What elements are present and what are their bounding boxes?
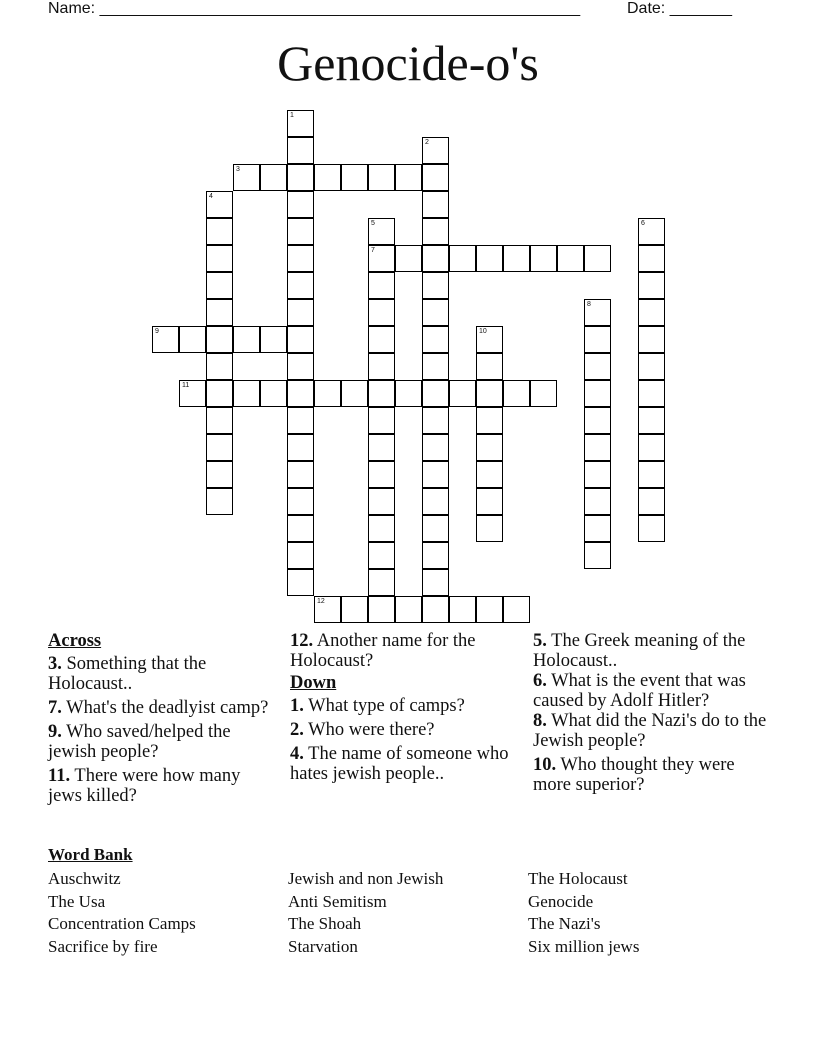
grid-cell[interactable] xyxy=(260,326,287,353)
word-bank-item: The Shoah xyxy=(288,914,362,934)
grid-cell[interactable] xyxy=(206,326,233,353)
grid-cell[interactable] xyxy=(368,272,395,299)
grid-cell[interactable] xyxy=(503,380,530,407)
grid-cell[interactable] xyxy=(638,272,665,299)
clue-across-7: 7. What's the deadlyist camp? xyxy=(48,698,269,718)
grid-cell[interactable] xyxy=(287,245,314,272)
grid-cell[interactable] xyxy=(260,380,287,407)
word-bank-item: The Usa xyxy=(48,891,106,911)
grid-cell[interactable] xyxy=(287,542,314,569)
clue-number: 8 xyxy=(587,301,591,308)
grid-cell[interactable] xyxy=(206,461,233,488)
word-bank-item: The Nazi's xyxy=(528,914,601,934)
grid-cell[interactable] xyxy=(287,407,314,434)
word-bank-item: Anti Semitism xyxy=(288,891,387,911)
grid-cell[interactable] xyxy=(503,596,530,623)
grid-cell[interactable] xyxy=(287,137,314,164)
grid-cell[interactable] xyxy=(233,380,260,407)
grid-cell[interactable] xyxy=(368,299,395,326)
grid-cell[interactable] xyxy=(476,488,503,515)
word-bank-item: Sacrifice by fire xyxy=(48,936,158,956)
grid-cell[interactable] xyxy=(287,569,314,596)
grid-cell[interactable] xyxy=(638,434,665,461)
grid-cell[interactable] xyxy=(638,488,665,515)
grid-cell[interactable] xyxy=(287,191,314,218)
grid-cell[interactable] xyxy=(314,380,341,407)
grid-cell[interactable] xyxy=(422,542,449,569)
grid-cell[interactable] xyxy=(584,380,611,407)
across-heading: Across xyxy=(48,631,102,651)
clue-down-1: 1. What type of camps? xyxy=(290,696,465,716)
grid-cell[interactable] xyxy=(557,245,584,272)
grid-cell[interactable] xyxy=(584,542,611,569)
grid-cell[interactable] xyxy=(584,353,611,380)
grid-cell[interactable] xyxy=(584,299,611,326)
grid-cell[interactable] xyxy=(287,110,314,137)
grid-cell[interactable] xyxy=(530,380,557,407)
clue-number: 7 xyxy=(371,247,375,254)
grid-cell[interactable] xyxy=(206,218,233,245)
word-bank-item: Jewish and non Jewish xyxy=(288,869,444,888)
grid-cell[interactable] xyxy=(206,299,233,326)
grid-cell[interactable] xyxy=(314,596,341,623)
word-bank-column-3 xyxy=(528,868,639,958)
grid-cell[interactable] xyxy=(368,245,395,272)
clue-number: 12 xyxy=(317,598,325,605)
grid-cell[interactable] xyxy=(422,569,449,596)
clue-across-9: 9. Who saved/helped the jewish people? xyxy=(48,722,231,762)
grid-cell[interactable] xyxy=(584,461,611,488)
clue-down-10: 10. Who thought they were more superior? xyxy=(533,755,735,795)
grid-cell[interactable] xyxy=(530,245,557,272)
grid-cell[interactable] xyxy=(422,272,449,299)
clues-column-2 xyxy=(290,631,515,788)
grid-cell[interactable] xyxy=(368,326,395,353)
grid-cell[interactable] xyxy=(287,488,314,515)
grid-cell[interactable] xyxy=(638,380,665,407)
grid-cell[interactable] xyxy=(395,596,422,623)
grid-cell[interactable] xyxy=(206,380,233,407)
grid-cell[interactable] xyxy=(476,245,503,272)
grid-cell[interactable] xyxy=(395,245,422,272)
grid-cell[interactable] xyxy=(584,434,611,461)
grid-cell[interactable] xyxy=(314,164,341,191)
grid-cell[interactable] xyxy=(395,380,422,407)
grid-cell[interactable] xyxy=(287,515,314,542)
grid-cell[interactable] xyxy=(287,461,314,488)
grid-cell[interactable] xyxy=(368,218,395,245)
grid-cell[interactable] xyxy=(476,461,503,488)
clue-across-12: 12. Another name for the Holocaust? xyxy=(290,631,476,671)
clue-number: 4 xyxy=(209,193,213,200)
grid-cell[interactable] xyxy=(476,596,503,623)
grid-cell[interactable] xyxy=(395,164,422,191)
word-bank-item: Starvation xyxy=(288,936,358,956)
clue-down-6: 6. What is the event that was caused by Adolf Hitler? xyxy=(533,671,746,711)
grid-cell[interactable] xyxy=(422,434,449,461)
grid-cell[interactable] xyxy=(206,191,233,218)
grid-cell[interactable] xyxy=(422,461,449,488)
grid-cell[interactable] xyxy=(638,461,665,488)
grid-cell[interactable] xyxy=(152,326,179,353)
word-bank-item: The Holocaust xyxy=(528,869,628,888)
grid-cell[interactable] xyxy=(638,245,665,272)
grid-cell[interactable] xyxy=(368,569,395,596)
grid-cell[interactable] xyxy=(449,245,476,272)
word-bank-item: Auschwitz xyxy=(48,869,121,888)
grid-cell[interactable] xyxy=(368,542,395,569)
grid-cell[interactable] xyxy=(422,596,449,623)
grid-cell[interactable] xyxy=(638,515,665,542)
clue-down-2: 2. Who were there? xyxy=(290,720,435,740)
grid-cell[interactable] xyxy=(179,380,206,407)
grid-cell[interactable] xyxy=(233,164,260,191)
word-bank-item: Concentration Camps xyxy=(48,914,196,934)
grid-cell[interactable] xyxy=(287,299,314,326)
grid-cell[interactable] xyxy=(422,380,449,407)
grid-cell[interactable] xyxy=(368,380,395,407)
grid-cell[interactable] xyxy=(287,326,314,353)
grid-cell[interactable] xyxy=(422,488,449,515)
grid-cell[interactable] xyxy=(206,272,233,299)
grid-cell[interactable] xyxy=(476,515,503,542)
grid-cell[interactable] xyxy=(287,272,314,299)
grid-cell[interactable] xyxy=(422,245,449,272)
clue-number: 2 xyxy=(425,139,429,146)
puzzle-title: Genocide-o's xyxy=(277,35,539,91)
word-bank-column-2 xyxy=(288,868,443,958)
grid-cell[interactable] xyxy=(584,407,611,434)
word-bank-heading: Word Bank xyxy=(48,845,133,864)
grid-cell[interactable] xyxy=(422,137,449,164)
word-bank-item: Genocide xyxy=(528,891,594,911)
grid-cell[interactable] xyxy=(341,380,368,407)
grid-cell[interactable] xyxy=(206,407,233,434)
grid-cell[interactable] xyxy=(368,515,395,542)
word-bank-column-1 xyxy=(48,868,196,958)
clue-number: 9 xyxy=(155,328,159,335)
grid-cell[interactable] xyxy=(449,596,476,623)
grid-cell[interactable] xyxy=(422,164,449,191)
grid-cell[interactable] xyxy=(368,596,395,623)
grid-cell[interactable] xyxy=(476,380,503,407)
grid-cell[interactable] xyxy=(422,407,449,434)
grid-cell[interactable] xyxy=(368,488,395,515)
clue-down-5: 5. The Greek meaning of the Holocaust.. xyxy=(533,631,746,671)
clue-number: 6 xyxy=(641,220,645,227)
grid-cell[interactable] xyxy=(287,218,314,245)
grid-cell[interactable] xyxy=(260,164,287,191)
grid-cell[interactable] xyxy=(206,353,233,380)
grid-cell[interactable] xyxy=(368,434,395,461)
grid-cell[interactable] xyxy=(638,299,665,326)
clue-across-11: 11. There were how many jews killed? xyxy=(48,766,241,806)
clue-number: 1 xyxy=(290,112,294,119)
grid-cell[interactable] xyxy=(287,434,314,461)
clue-number: 11 xyxy=(182,382,190,389)
grid-cell[interactable] xyxy=(638,218,665,245)
grid-cell[interactable] xyxy=(584,326,611,353)
clues-column-1 xyxy=(48,631,273,810)
grid-cell[interactable] xyxy=(206,245,233,272)
grid-cell[interactable] xyxy=(422,515,449,542)
grid-cell[interactable] xyxy=(287,353,314,380)
clue-number: 3 xyxy=(236,166,240,173)
grid-cell[interactable] xyxy=(476,326,503,353)
grid-cell[interactable] xyxy=(476,407,503,434)
grid-cell[interactable] xyxy=(422,326,449,353)
grid-cell[interactable] xyxy=(422,299,449,326)
grid-cell[interactable] xyxy=(422,191,449,218)
grid-cell[interactable] xyxy=(368,164,395,191)
grid-cell[interactable] xyxy=(584,245,611,272)
grid-cell[interactable] xyxy=(638,353,665,380)
grid-cell[interactable] xyxy=(584,515,611,542)
grid-cell[interactable] xyxy=(206,488,233,515)
clue-number: 10 xyxy=(479,328,487,335)
grid-cell[interactable] xyxy=(476,353,503,380)
clues-column-3 xyxy=(533,631,773,799)
grid-cell[interactable] xyxy=(503,245,530,272)
grid-cell[interactable] xyxy=(422,218,449,245)
grid-cell[interactable] xyxy=(584,488,611,515)
grid-cell[interactable] xyxy=(233,326,260,353)
grid-cell[interactable] xyxy=(341,596,368,623)
word-bank-item: Six million jews xyxy=(528,936,640,956)
grid-cell[interactable] xyxy=(206,434,233,461)
grid-cell[interactable] xyxy=(638,326,665,353)
grid-cell[interactable] xyxy=(368,353,395,380)
clue-down-4: 4. The name of someone who hates jewish people.. xyxy=(290,744,509,784)
date-field[interactable]: Date: _______ xyxy=(627,0,732,17)
grid-cell[interactable] xyxy=(368,461,395,488)
grid-cell[interactable] xyxy=(341,164,368,191)
grid-cell[interactable] xyxy=(638,407,665,434)
grid-cell[interactable] xyxy=(287,380,314,407)
clue-down-8: 8. What did the Nazi's do to the Jewish people? xyxy=(533,711,767,751)
down-heading: Down xyxy=(290,673,337,693)
grid-cell[interactable] xyxy=(368,407,395,434)
clue-across-3: 3. Something that the Holocaust.. xyxy=(48,654,207,694)
grid-cell[interactable] xyxy=(449,380,476,407)
clue-number: 5 xyxy=(371,220,375,227)
grid-cell[interactable] xyxy=(422,353,449,380)
name-field[interactable]: Name: ______________________________________________________ xyxy=(48,0,581,17)
grid-cell[interactable] xyxy=(287,164,314,191)
grid-cell[interactable] xyxy=(476,434,503,461)
grid-cell[interactable] xyxy=(179,326,206,353)
